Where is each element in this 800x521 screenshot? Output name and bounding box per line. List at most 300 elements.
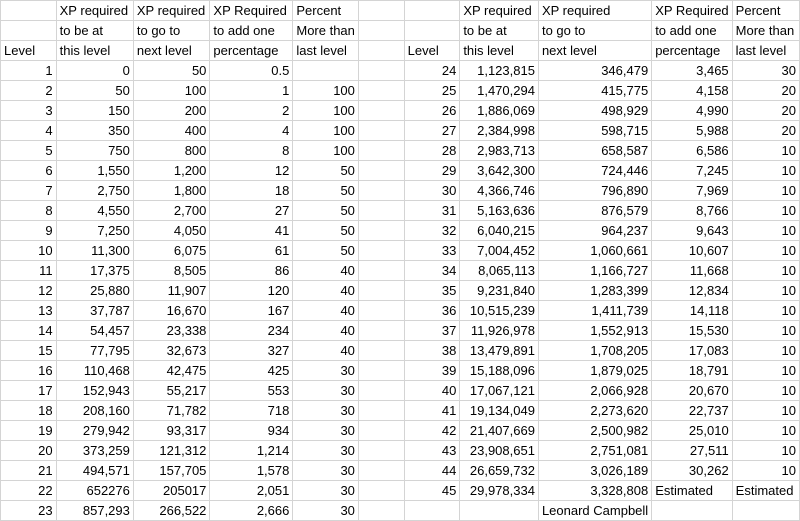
cell[interactable]: 50	[133, 61, 210, 81]
header-cell[interactable]	[1, 1, 57, 21]
header-cell[interactable]: More than	[732, 21, 799, 41]
cell[interactable]: 10	[732, 361, 799, 381]
empty-cell[interactable]	[358, 1, 404, 21]
cell[interactable]: 26,659,732	[460, 461, 539, 481]
cell[interactable]: 35	[404, 281, 460, 301]
table-row	[1, 181, 800, 201]
cell[interactable]: 50	[293, 201, 359, 221]
cell[interactable]: 23	[1, 501, 57, 521]
cell[interactable]: 279,942	[56, 421, 133, 441]
cell[interactable]: 50	[293, 221, 359, 241]
cell[interactable]: 100	[293, 81, 359, 101]
cell[interactable]: 36	[404, 301, 460, 321]
cell[interactable]: 23,338	[133, 321, 210, 341]
cell[interactable]: 3,026,189	[538, 461, 651, 481]
cell[interactable]: Estimated	[732, 481, 799, 501]
header-cell[interactable]: Percent	[293, 1, 359, 21]
cell[interactable]: 4	[1, 121, 57, 141]
cell[interactable]: 2,500,982	[538, 421, 651, 441]
cell[interactable]: 15,530	[652, 321, 732, 341]
header-cell[interactable]: XP Required	[210, 1, 293, 21]
table-row	[1, 201, 800, 221]
cell[interactable]: 20,670	[652, 381, 732, 401]
cell[interactable]: 8	[210, 141, 293, 161]
cell[interactable]: 8	[1, 201, 57, 221]
cell[interactable]: 29	[404, 161, 460, 181]
cell[interactable]: 17,067,121	[460, 381, 539, 401]
cell[interactable]: 425	[210, 361, 293, 381]
cell[interactable]: 28	[404, 141, 460, 161]
cell[interactable]: 5,988	[652, 121, 732, 141]
table-row	[1, 61, 800, 81]
empty-cell[interactable]	[358, 161, 404, 181]
empty-cell[interactable]	[358, 381, 404, 401]
cell[interactable]: 10	[732, 241, 799, 261]
cell[interactable]: 55,217	[133, 381, 210, 401]
cell[interactable]: 41	[210, 221, 293, 241]
cell[interactable]: 38	[404, 341, 460, 361]
cell[interactable]: 16,670	[133, 301, 210, 321]
cell[interactable]: 10	[732, 461, 799, 481]
cell[interactable]: 32,673	[133, 341, 210, 361]
cell[interactable]: 2,273,620	[538, 401, 651, 421]
cell[interactable]: 9	[1, 221, 57, 241]
cell[interactable]: 10	[732, 181, 799, 201]
cell[interactable]: 6,075	[133, 241, 210, 261]
cell[interactable]: 9,643	[652, 221, 732, 241]
cell[interactable]: 2	[1, 81, 57, 101]
cell[interactable]: 50	[56, 81, 133, 101]
cell[interactable]: 17	[1, 381, 57, 401]
cell[interactable]: 30	[293, 481, 359, 501]
cell[interactable]: 100	[293, 101, 359, 121]
cell[interactable]: 121,312	[133, 441, 210, 461]
cell[interactable]	[652, 501, 732, 521]
cell[interactable]: 1,200	[133, 161, 210, 181]
cell[interactable]: 77,795	[56, 341, 133, 361]
cell[interactable]: 400	[133, 121, 210, 141]
cell[interactable]: 37,787	[56, 301, 133, 321]
cell[interactable]: 327	[210, 341, 293, 361]
header-cell[interactable]: to add one	[210, 21, 293, 41]
header-cell[interactable]: Percent	[732, 1, 799, 21]
empty-cell[interactable]	[358, 421, 404, 441]
cell[interactable]: 2	[210, 101, 293, 121]
cell[interactable]: 22	[1, 481, 57, 501]
cell[interactable]: 4,050	[133, 221, 210, 241]
cell[interactable]: 37	[404, 321, 460, 341]
cell[interactable]: 27	[404, 121, 460, 141]
header-cell[interactable]: last level	[732, 41, 799, 61]
cell[interactable]: 10	[732, 401, 799, 421]
cell[interactable]: 750	[56, 141, 133, 161]
cell[interactable]: 9,231,840	[460, 281, 539, 301]
cell[interactable]: 3,328,808	[538, 481, 651, 501]
empty-cell[interactable]	[358, 301, 404, 321]
cell[interactable]: 25,010	[652, 421, 732, 441]
cell[interactable]: 11,907	[133, 281, 210, 301]
empty-cell[interactable]	[358, 461, 404, 481]
cell[interactable]: 40	[293, 281, 359, 301]
empty-cell[interactable]	[358, 261, 404, 281]
cell[interactable]: 45	[404, 481, 460, 501]
cell[interactable]: 7,250	[56, 221, 133, 241]
cell[interactable]: 15,188,096	[460, 361, 539, 381]
header-cell[interactable]: XP Required	[652, 1, 732, 21]
cell[interactable]: 152,943	[56, 381, 133, 401]
cell[interactable]: 61	[210, 241, 293, 261]
cell[interactable]	[732, 501, 799, 521]
empty-cell[interactable]	[358, 441, 404, 461]
cell[interactable]: 71,782	[133, 401, 210, 421]
cell[interactable]: 15	[1, 341, 57, 361]
header-cell[interactable]: to add one	[652, 21, 732, 41]
cell[interactable]: 1,552,913	[538, 321, 651, 341]
cell[interactable]: 3,642,300	[460, 161, 539, 181]
cell[interactable]: 25	[404, 81, 460, 101]
table-row	[1, 361, 800, 381]
cell[interactable]: 30	[293, 361, 359, 381]
cell[interactable]: 796,890	[538, 181, 651, 201]
cell[interactable]: 22,737	[652, 401, 732, 421]
cell[interactable]: 1,214	[210, 441, 293, 461]
cell[interactable]: 7	[1, 181, 57, 201]
cell[interactable]: 2,666	[210, 501, 293, 521]
header-cell[interactable]: last level	[293, 41, 359, 61]
cell[interactable]: 10	[732, 221, 799, 241]
header-cell[interactable]: percentage	[210, 41, 293, 61]
empty-cell[interactable]	[358, 21, 404, 41]
cell[interactable]: 1,708,205	[538, 341, 651, 361]
cell[interactable]: 44	[404, 461, 460, 481]
cell[interactable]: 200	[133, 101, 210, 121]
cell[interactable]: 40	[293, 341, 359, 361]
cell[interactable]: 50	[293, 181, 359, 201]
cell[interactable]: 0	[56, 61, 133, 81]
empty-cell[interactable]	[358, 481, 404, 501]
cell[interactable]: 40	[293, 321, 359, 341]
cell[interactable]: 24	[404, 61, 460, 81]
cell[interactable]: 10	[732, 141, 799, 161]
cell[interactable]: 50	[293, 241, 359, 261]
header-cell[interactable]: XP required	[538, 1, 651, 21]
cell[interactable]: 30	[293, 441, 359, 461]
cell[interactable]	[460, 501, 539, 521]
empty-cell[interactable]	[358, 221, 404, 241]
cell[interactable]: 30	[293, 461, 359, 481]
cell[interactable]: 13	[1, 301, 57, 321]
cell[interactable]: 20	[732, 101, 799, 121]
cell[interactable]: 30	[404, 181, 460, 201]
cell[interactable]: 10	[732, 441, 799, 461]
cell[interactable]: 10,607	[652, 241, 732, 261]
cell[interactable]: 30	[293, 421, 359, 441]
empty-cell[interactable]	[358, 121, 404, 141]
cell[interactable]: 205017	[133, 481, 210, 501]
cell[interactable]: 10	[732, 341, 799, 361]
table-row	[1, 241, 800, 261]
cell[interactable]: 5,163,636	[460, 201, 539, 221]
cell[interactable]: 42,475	[133, 361, 210, 381]
cell[interactable]: 12,834	[652, 281, 732, 301]
empty-cell[interactable]	[358, 501, 404, 521]
cell[interactable]: 10	[732, 261, 799, 281]
cell[interactable]: 40	[293, 301, 359, 321]
cell[interactable]: 30	[293, 501, 359, 521]
cell[interactable]: 1,879,025	[538, 361, 651, 381]
empty-cell[interactable]	[358, 241, 404, 261]
header-cell[interactable]: Level	[1, 41, 57, 61]
cell[interactable]: 10	[1, 241, 57, 261]
cell[interactable]: 43	[404, 441, 460, 461]
cell[interactable]: 652276	[56, 481, 133, 501]
cell[interactable]: 857,293	[56, 501, 133, 521]
cell[interactable]: 658,587	[538, 141, 651, 161]
empty-cell[interactable]	[358, 341, 404, 361]
cell[interactable]: 31	[404, 201, 460, 221]
cell[interactable]: 2,051	[210, 481, 293, 501]
header-cell[interactable]: XP required	[56, 1, 133, 21]
cell[interactable]: 167	[210, 301, 293, 321]
cell[interactable]: 30	[732, 61, 799, 81]
cell[interactable]: 6,040,215	[460, 221, 539, 241]
cell[interactable]: 1	[210, 81, 293, 101]
cell[interactable]	[404, 501, 460, 521]
cell[interactable]: 373,259	[56, 441, 133, 461]
header-cell[interactable]: XP required	[133, 1, 210, 21]
cell[interactable]: 18	[210, 181, 293, 201]
cell[interactable]: 8,065,113	[460, 261, 539, 281]
cell[interactable]: 0.5	[210, 61, 293, 81]
cell[interactable]: 10,515,239	[460, 301, 539, 321]
cell[interactable]: 10	[732, 281, 799, 301]
cell[interactable]: 12	[1, 281, 57, 301]
cell[interactable]: 4,550	[56, 201, 133, 221]
empty-cell[interactable]	[358, 101, 404, 121]
cell[interactable]: 40	[404, 381, 460, 401]
cell[interactable]: 2,066,928	[538, 381, 651, 401]
table-row	[1, 441, 800, 461]
cell[interactable]: 1,411,739	[538, 301, 651, 321]
cell[interactable]: 18	[1, 401, 57, 421]
header-cell[interactable]: this level	[460, 41, 539, 61]
table-row	[1, 341, 800, 361]
cell[interactable]: 32	[404, 221, 460, 241]
cell[interactable]: 553	[210, 381, 293, 401]
cell[interactable]: 11	[1, 261, 57, 281]
cell[interactable]: 1,166,727	[538, 261, 651, 281]
cell[interactable]: 10	[732, 421, 799, 441]
cell[interactable]: 876,579	[538, 201, 651, 221]
header-cell[interactable]: More than	[293, 21, 359, 41]
cell[interactable]: 18,791	[652, 361, 732, 381]
cell[interactable]: 19	[1, 421, 57, 441]
cell[interactable]: 1,578	[210, 461, 293, 481]
header-cell[interactable]	[404, 21, 460, 41]
empty-cell[interactable]	[358, 141, 404, 161]
cell[interactable]: 1,470,294	[460, 81, 539, 101]
cell[interactable]: 26	[404, 101, 460, 121]
header-cell[interactable]: to go to	[133, 21, 210, 41]
cell[interactable]: 20	[732, 121, 799, 141]
cell[interactable]: 41	[404, 401, 460, 421]
cell[interactable]: 20	[1, 441, 57, 461]
header-cell[interactable]: XP required	[460, 1, 539, 21]
cell[interactable]: 39	[404, 361, 460, 381]
cell[interactable]: 1,886,069	[460, 101, 539, 121]
cell[interactable]: 100	[293, 121, 359, 141]
cell[interactable]: 1,800	[133, 181, 210, 201]
cell[interactable]: 100	[293, 141, 359, 161]
cell[interactable]: 2,700	[133, 201, 210, 221]
cell[interactable]: 2,750	[56, 181, 133, 201]
empty-cell[interactable]	[358, 41, 404, 61]
cell[interactable]: 4,366,746	[460, 181, 539, 201]
cell[interactable]: 34	[404, 261, 460, 281]
cell[interactable]: 10	[732, 301, 799, 321]
cell[interactable]: 964,237	[538, 221, 651, 241]
cell[interactable]: 2,983,713	[460, 141, 539, 161]
cell[interactable]: 27	[210, 201, 293, 221]
cell[interactable]: 208,160	[56, 401, 133, 421]
empty-cell[interactable]	[358, 61, 404, 81]
cell[interactable]: 7,004,452	[460, 241, 539, 261]
cell[interactable]: 11,926,978	[460, 321, 539, 341]
cell[interactable]: 2,751,081	[538, 441, 651, 461]
cell[interactable]: 21	[1, 461, 57, 481]
cell[interactable]: 1,123,815	[460, 61, 539, 81]
cell[interactable]: 3	[1, 101, 57, 121]
cell[interactable]: 800	[133, 141, 210, 161]
cell[interactable]: 498,929	[538, 101, 651, 121]
cell[interactable]: 3,465	[652, 61, 732, 81]
empty-cell[interactable]	[358, 81, 404, 101]
cell[interactable]: 30	[293, 381, 359, 401]
cell[interactable]: 14,118	[652, 301, 732, 321]
cell[interactable]: Leonard Campbell	[538, 501, 651, 521]
header-cell[interactable]: next level	[133, 41, 210, 61]
cell[interactable]: 30,262	[652, 461, 732, 481]
cell[interactable]: 598,715	[538, 121, 651, 141]
cell[interactable]: 2,384,998	[460, 121, 539, 141]
cell[interactable]: 1,283,399	[538, 281, 651, 301]
header-cell[interactable]: to be at	[460, 21, 539, 41]
cell[interactable]: 10	[732, 161, 799, 181]
cell[interactable]: 4	[210, 121, 293, 141]
empty-cell[interactable]	[358, 361, 404, 381]
cell[interactable]: 11,300	[56, 241, 133, 261]
cell[interactable]: 21,407,669	[460, 421, 539, 441]
cell[interactable]: 350	[56, 121, 133, 141]
cell[interactable]: 718	[210, 401, 293, 421]
table-row	[1, 381, 800, 401]
cell[interactable]: 23,908,651	[460, 441, 539, 461]
cell[interactable]: 1,550	[56, 161, 133, 181]
cell[interactable]: 8,505	[133, 261, 210, 281]
cell[interactable]: 120	[210, 281, 293, 301]
cell[interactable]: 16	[1, 361, 57, 381]
table-row	[1, 221, 800, 241]
empty-cell[interactable]	[358, 281, 404, 301]
cell[interactable]: 4,990	[652, 101, 732, 121]
cell[interactable]: 4,158	[652, 81, 732, 101]
cell[interactable]: 54,457	[56, 321, 133, 341]
table-row	[1, 261, 800, 281]
cell[interactable]: 25,880	[56, 281, 133, 301]
cell[interactable]: 86	[210, 261, 293, 281]
cell[interactable]: 10	[732, 201, 799, 221]
cell[interactable]: 110,468	[56, 361, 133, 381]
cell[interactable]: 13,479,891	[460, 341, 539, 361]
cell[interactable]: 8,766	[652, 201, 732, 221]
cell[interactable]: 415,775	[538, 81, 651, 101]
header-cell[interactable]: next level	[538, 41, 651, 61]
header-cell[interactable]	[1, 21, 57, 41]
cell[interactable]: 11,668	[652, 261, 732, 281]
cell[interactable]: 19,134,049	[460, 401, 539, 421]
header-row	[1, 41, 800, 61]
cell[interactable]: 6,586	[652, 141, 732, 161]
cell[interactable]: 33	[404, 241, 460, 261]
cell[interactable]: 7,969	[652, 181, 732, 201]
cell[interactable]	[293, 61, 359, 81]
cell[interactable]: 6	[1, 161, 57, 181]
cell[interactable]: 14	[1, 321, 57, 341]
cell[interactable]: 5	[1, 141, 57, 161]
cell[interactable]: 40	[293, 261, 359, 281]
cell[interactable]: 29,978,334	[460, 481, 539, 501]
cell[interactable]: 157,705	[133, 461, 210, 481]
empty-cell[interactable]	[358, 321, 404, 341]
cell[interactable]: 10	[732, 321, 799, 341]
cell[interactable]: 1	[1, 61, 57, 81]
header-cell[interactable]	[404, 1, 460, 21]
cell[interactable]: 42	[404, 421, 460, 441]
header-cell[interactable]: Level	[404, 41, 460, 61]
cell[interactable]: 17,375	[56, 261, 133, 281]
cell[interactable]: 724,446	[538, 161, 651, 181]
cell[interactable]: 1,060,661	[538, 241, 651, 261]
cell[interactable]: 12	[210, 161, 293, 181]
empty-cell[interactable]	[358, 181, 404, 201]
header-cell[interactable]: percentage	[652, 41, 732, 61]
cell[interactable]: 234	[210, 321, 293, 341]
empty-cell[interactable]	[358, 401, 404, 421]
header-row	[1, 21, 800, 41]
cell[interactable]: 346,479	[538, 61, 651, 81]
cell[interactable]: 50	[293, 161, 359, 181]
cell[interactable]: 20	[732, 81, 799, 101]
cell[interactable]: 150	[56, 101, 133, 121]
header-cell[interactable]: this level	[56, 41, 133, 61]
cell[interactable]: 934	[210, 421, 293, 441]
cell[interactable]: 10	[732, 381, 799, 401]
empty-cell[interactable]	[358, 201, 404, 221]
cell[interactable]: Estimated	[652, 481, 732, 501]
header-cell[interactable]: to go to	[538, 21, 651, 41]
header-cell[interactable]: to be at	[56, 21, 133, 41]
table-row	[1, 401, 800, 421]
cell[interactable]: 494,571	[56, 461, 133, 481]
cell[interactable]: 7,245	[652, 161, 732, 181]
cell[interactable]: 93,317	[133, 421, 210, 441]
cell[interactable]: 27,511	[652, 441, 732, 461]
cell[interactable]: 30	[293, 401, 359, 421]
cell[interactable]: 100	[133, 81, 210, 101]
table-row	[1, 281, 800, 301]
cell[interactable]: 266,522	[133, 501, 210, 521]
cell[interactable]: 17,083	[652, 341, 732, 361]
